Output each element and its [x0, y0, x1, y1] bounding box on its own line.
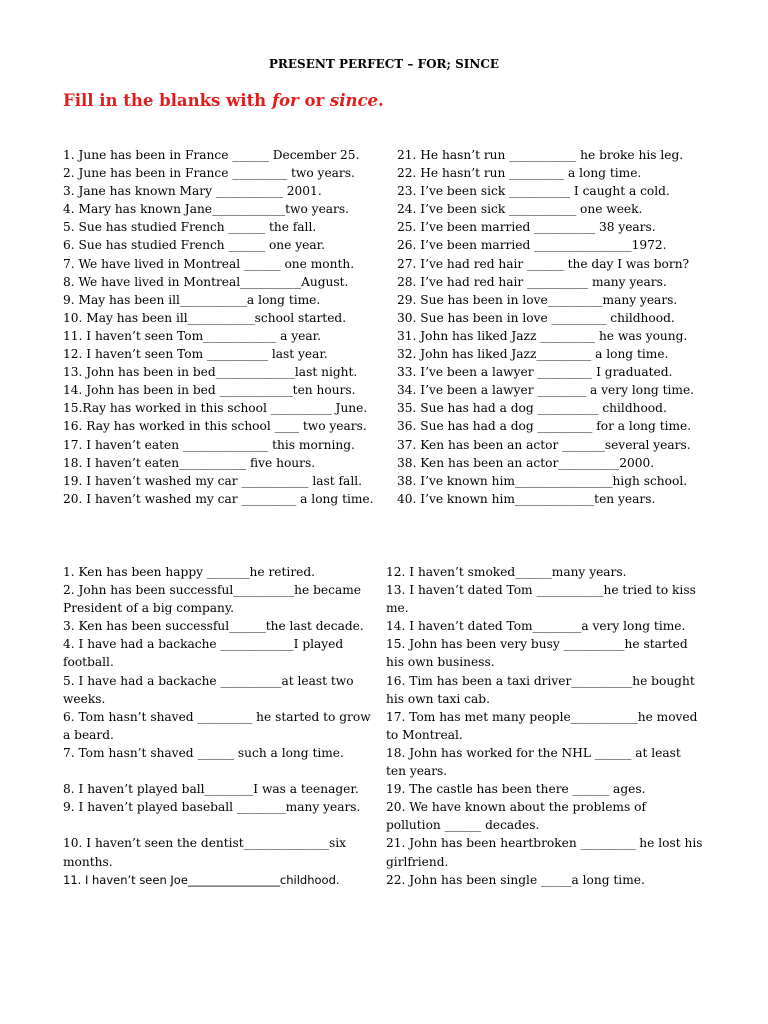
- exercise-item: 28. I’ve had red hair __________ many years.: [397, 274, 667, 289]
- exercise-item: 2. June has been in France _________ two years.: [63, 166, 355, 181]
- exercise-item: 14. I haven’t dated Tom________a very long time.: [386, 619, 686, 634]
- exercise-item: 14. John has been in bed ____________ten hours.: [63, 383, 356, 398]
- exercise-item: 11. I haven’t seen Tom____________ a year.: [63, 328, 321, 343]
- exercise-item: 13. I haven’t dated Tom ___________he tried to kiss me.: [386, 583, 696, 616]
- exercise-item: 30. Sue has been in love _________ childhood.: [397, 310, 675, 325]
- exercise-item: 20. I haven’t washed my car _________ a long time.: [63, 491, 374, 506]
- part2-left-column: [63, 563, 375, 889]
- exercise-item: 32. John has liked Jazz_________ a long time.: [397, 347, 669, 362]
- instruction-word-since: since: [329, 91, 379, 110]
- spacer: [63, 816, 375, 834]
- exercise-item: 7. Tom hasn’t shaved ______ such a long time.: [63, 745, 344, 760]
- instruction-text: or: [298, 91, 330, 110]
- instruction-text: .: [378, 91, 384, 110]
- exercise-item: 20. We have known about the problems of pollution ______ decades.: [386, 800, 646, 833]
- exercise-item: 18. John has worked for the NHL ______ at least ten years.: [386, 745, 681, 779]
- exercise-item: 29. Sue has been in love_________many years.: [397, 292, 678, 307]
- exercise-item: 17. Tom has met many people___________he moved to Montreal.: [386, 709, 698, 742]
- exercise-item: 1. Ken has been happy _______he retired.: [63, 565, 316, 579]
- exercise-item: 19. The castle has been there ______ ages.: [386, 782, 646, 797]
- exercise-item: 19. I haven’t washed my car ___________ last fall.: [63, 473, 362, 488]
- exercise-item: 7. We have lived in Montreal ______ one month.: [63, 256, 355, 271]
- exercise-item: 27. I’ve had red hair ______ the day I was born?: [397, 256, 690, 271]
- exercise-item: 36. Sue has had a dog _________ for a long time.: [397, 419, 692, 434]
- exercise-item: 15.Ray has worked in this school __________ June.: [63, 401, 368, 416]
- exercise-item: 5. Sue has studied French ______ the fall.: [63, 220, 317, 235]
- exercise-item: 34. I’ve been a lawyer ________ a very long time.: [397, 383, 695, 398]
- exercise-item: 16. Tim has been a taxi driver__________he bought his own taxi cab.: [386, 673, 695, 706]
- exercise-item: 31. John has liked Jazz _________ he was young.: [397, 328, 688, 343]
- exercise-item: 6. Sue has studied French ______ one year.: [63, 238, 325, 253]
- exercise-item: 33. I’ve been a lawyer _________ I graduated.: [397, 365, 673, 380]
- instruction-text: Fill in the blanks with: [63, 91, 272, 110]
- exercise-item: 5. I have had a backache __________at least two weeks.: [63, 673, 354, 706]
- exercise-item: 2. John has been successful__________he became President of a big company.: [63, 583, 361, 616]
- exercise-item: 8. We have lived in Montreal__________August.: [63, 274, 349, 289]
- exercise-item: 10. I haven’t seen the dentist______________six months.: [63, 836, 347, 869]
- exercise-item: 12. I haven’t seen Tom __________ last year.: [63, 347, 328, 362]
- exercise-item: 13. John has been in bed_____________last night.: [63, 365, 358, 380]
- worksheet-title: PRESENT PERFECT – FOR; SINCE: [268, 57, 500, 71]
- exercise-item: 16. Ray has worked in this school ____ two years.: [63, 419, 367, 434]
- exercise-item: 1. June has been in France ______ December 25.: [63, 148, 360, 162]
- exercise-item: 21. John has been heartbroken _________ he lost his girlfriend.: [386, 836, 703, 869]
- exercise-item: 3. Ken has been successful______the last decade.: [63, 619, 364, 634]
- exercise-item: 18. I haven’t eaten___________ five hours.: [63, 455, 316, 470]
- exercise-item: 22. He hasn’t run _________ a long time.: [397, 166, 642, 181]
- exercise-item: 4. I have had a backache ____________I played football.: [63, 637, 344, 670]
- part1-left-column: [63, 146, 393, 508]
- exercise-item: 3. Jane has known Mary ___________ 2001.: [63, 184, 322, 199]
- exercise-item: 22. John has been single _____a long time.: [386, 872, 645, 887]
- exercise-item: 9. May has been ill___________a long time.: [63, 292, 321, 307]
- exercise-item: 35. Sue has had a dog __________ childhood.: [397, 401, 667, 416]
- exercise-item: 21. He hasn’t run ___________ he broke his leg.: [397, 148, 684, 162]
- exercise-item: 4. Mary has known Jane____________two years.: [63, 202, 350, 217]
- exercise-item: 24. I’ve been sick ___________ one week.: [397, 202, 643, 217]
- exercise-item: 26. I’ve been married ________________1972.: [397, 238, 667, 253]
- exercise-item: 12. I haven’t smoked______many years.: [386, 565, 627, 579]
- exercise-item: 37. Ken has been an actor _______several years.: [397, 437, 691, 452]
- exercise-item: 15. John has been very busy __________he started his own business.: [386, 637, 688, 670]
- exercise-item: 23. I’ve been sick __________ I caught a cold.: [397, 184, 670, 199]
- exercise-item: 11. I haven’t seen Joe________________childhood.: [63, 872, 340, 887]
- spacer: [63, 762, 375, 780]
- exercise-item: 25. I’ve been married __________ 38 years.: [397, 220, 656, 235]
- exercise-item: 38. Ken has been an actor__________2000.: [397, 455, 655, 470]
- exercise-item: 38. I’ve known him________________high school.: [397, 473, 688, 488]
- exercise-item: 17. I haven’t eaten ______________ this morning.: [63, 437, 355, 452]
- part1-right-column: [397, 146, 727, 508]
- exercise-item: 40. I’ve known him_____________ten years.: [397, 491, 656, 506]
- exercise-item: 6. Tom hasn’t shaved _________ he started to grow a beard.: [63, 709, 371, 742]
- exercise-item: 9. I haven’t played baseball ________many years.: [63, 800, 361, 815]
- part2-right-column: [386, 563, 704, 889]
- exercise-item: 8. I haven’t played ball________I was a teenager.: [63, 782, 359, 797]
- instruction-line: [63, 91, 384, 110]
- instruction-word-for: for: [271, 91, 299, 110]
- exercise-item: 10. May has been ill___________school started.: [63, 310, 347, 325]
